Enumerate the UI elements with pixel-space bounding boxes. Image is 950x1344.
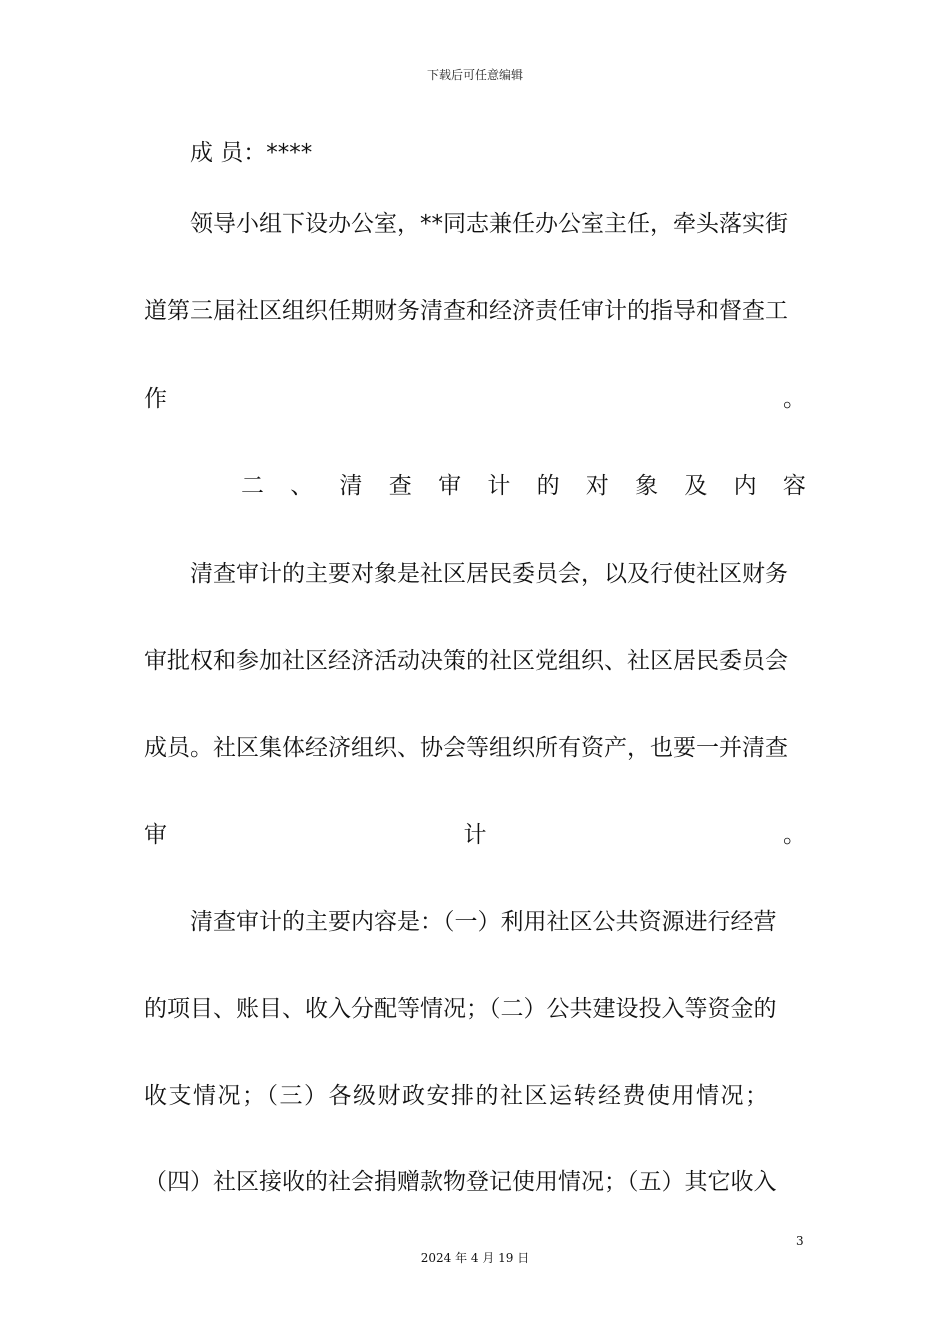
text-line-members: 成 员：**** <box>190 140 313 166</box>
heading-char: 查 <box>388 473 412 499</box>
text-line: 清查审计的主要内容是：（一）利用社区公共资源进行经营 <box>190 909 777 935</box>
text-line-justified <box>144 819 806 851</box>
page-number: 3 <box>796 1234 804 1248</box>
section-heading <box>241 470 806 502</box>
text-line: 清查审计的主要对象是社区居民委员会，以及行使社区财务 <box>190 561 788 587</box>
text-line: 道第三届社区组织任期财务清查和经济责任审计的指导和督查工 <box>144 298 788 324</box>
text-char: 。 <box>783 386 806 412</box>
text-char: 作 <box>144 386 167 412</box>
heading-char: 清 <box>339 473 363 499</box>
text-line: 的项目、账目、收入分配等情况；（二）公共建设投入等资金的 <box>144 996 777 1022</box>
heading-char: 容 <box>782 473 806 499</box>
heading-char: 、 <box>290 473 314 499</box>
text-char: 计 <box>463 822 487 848</box>
heading-char: 对 <box>585 473 609 499</box>
text-line: 领导小组下设办公室，**同志兼任办公室主任，牵头落实街 <box>190 211 788 237</box>
page-header-note: 下载后可任意编辑 <box>426 68 523 82</box>
heading-char: 象 <box>635 473 659 499</box>
heading-char: 计 <box>487 473 511 499</box>
heading-char: 审 <box>438 473 462 499</box>
text-char: 。 <box>783 822 806 848</box>
text-line: 成员。社区集体经济组织、协会等组织所有资产，也要一并清查 <box>144 735 788 761</box>
heading-char: 二 <box>241 473 264 499</box>
text-line-justified <box>144 383 806 415</box>
text-line: 审批权和参加社区经济活动决策的社区党组织、社区居民委员会 <box>144 648 788 674</box>
heading-char: 内 <box>733 473 757 499</box>
text-line: 收支情况；（三）各级财政安排的社区运转经费使用情况； <box>144 1083 770 1109</box>
footer-date: 2024 年 4 月 19 日 <box>420 1251 530 1265</box>
text-line: （四）社区接收的社会捐赠款物登记使用情况；（五）其它收入 <box>144 1169 777 1195</box>
text-char: 审 <box>144 822 167 848</box>
heading-char: 的 <box>536 473 560 499</box>
heading-char: 及 <box>684 473 708 499</box>
